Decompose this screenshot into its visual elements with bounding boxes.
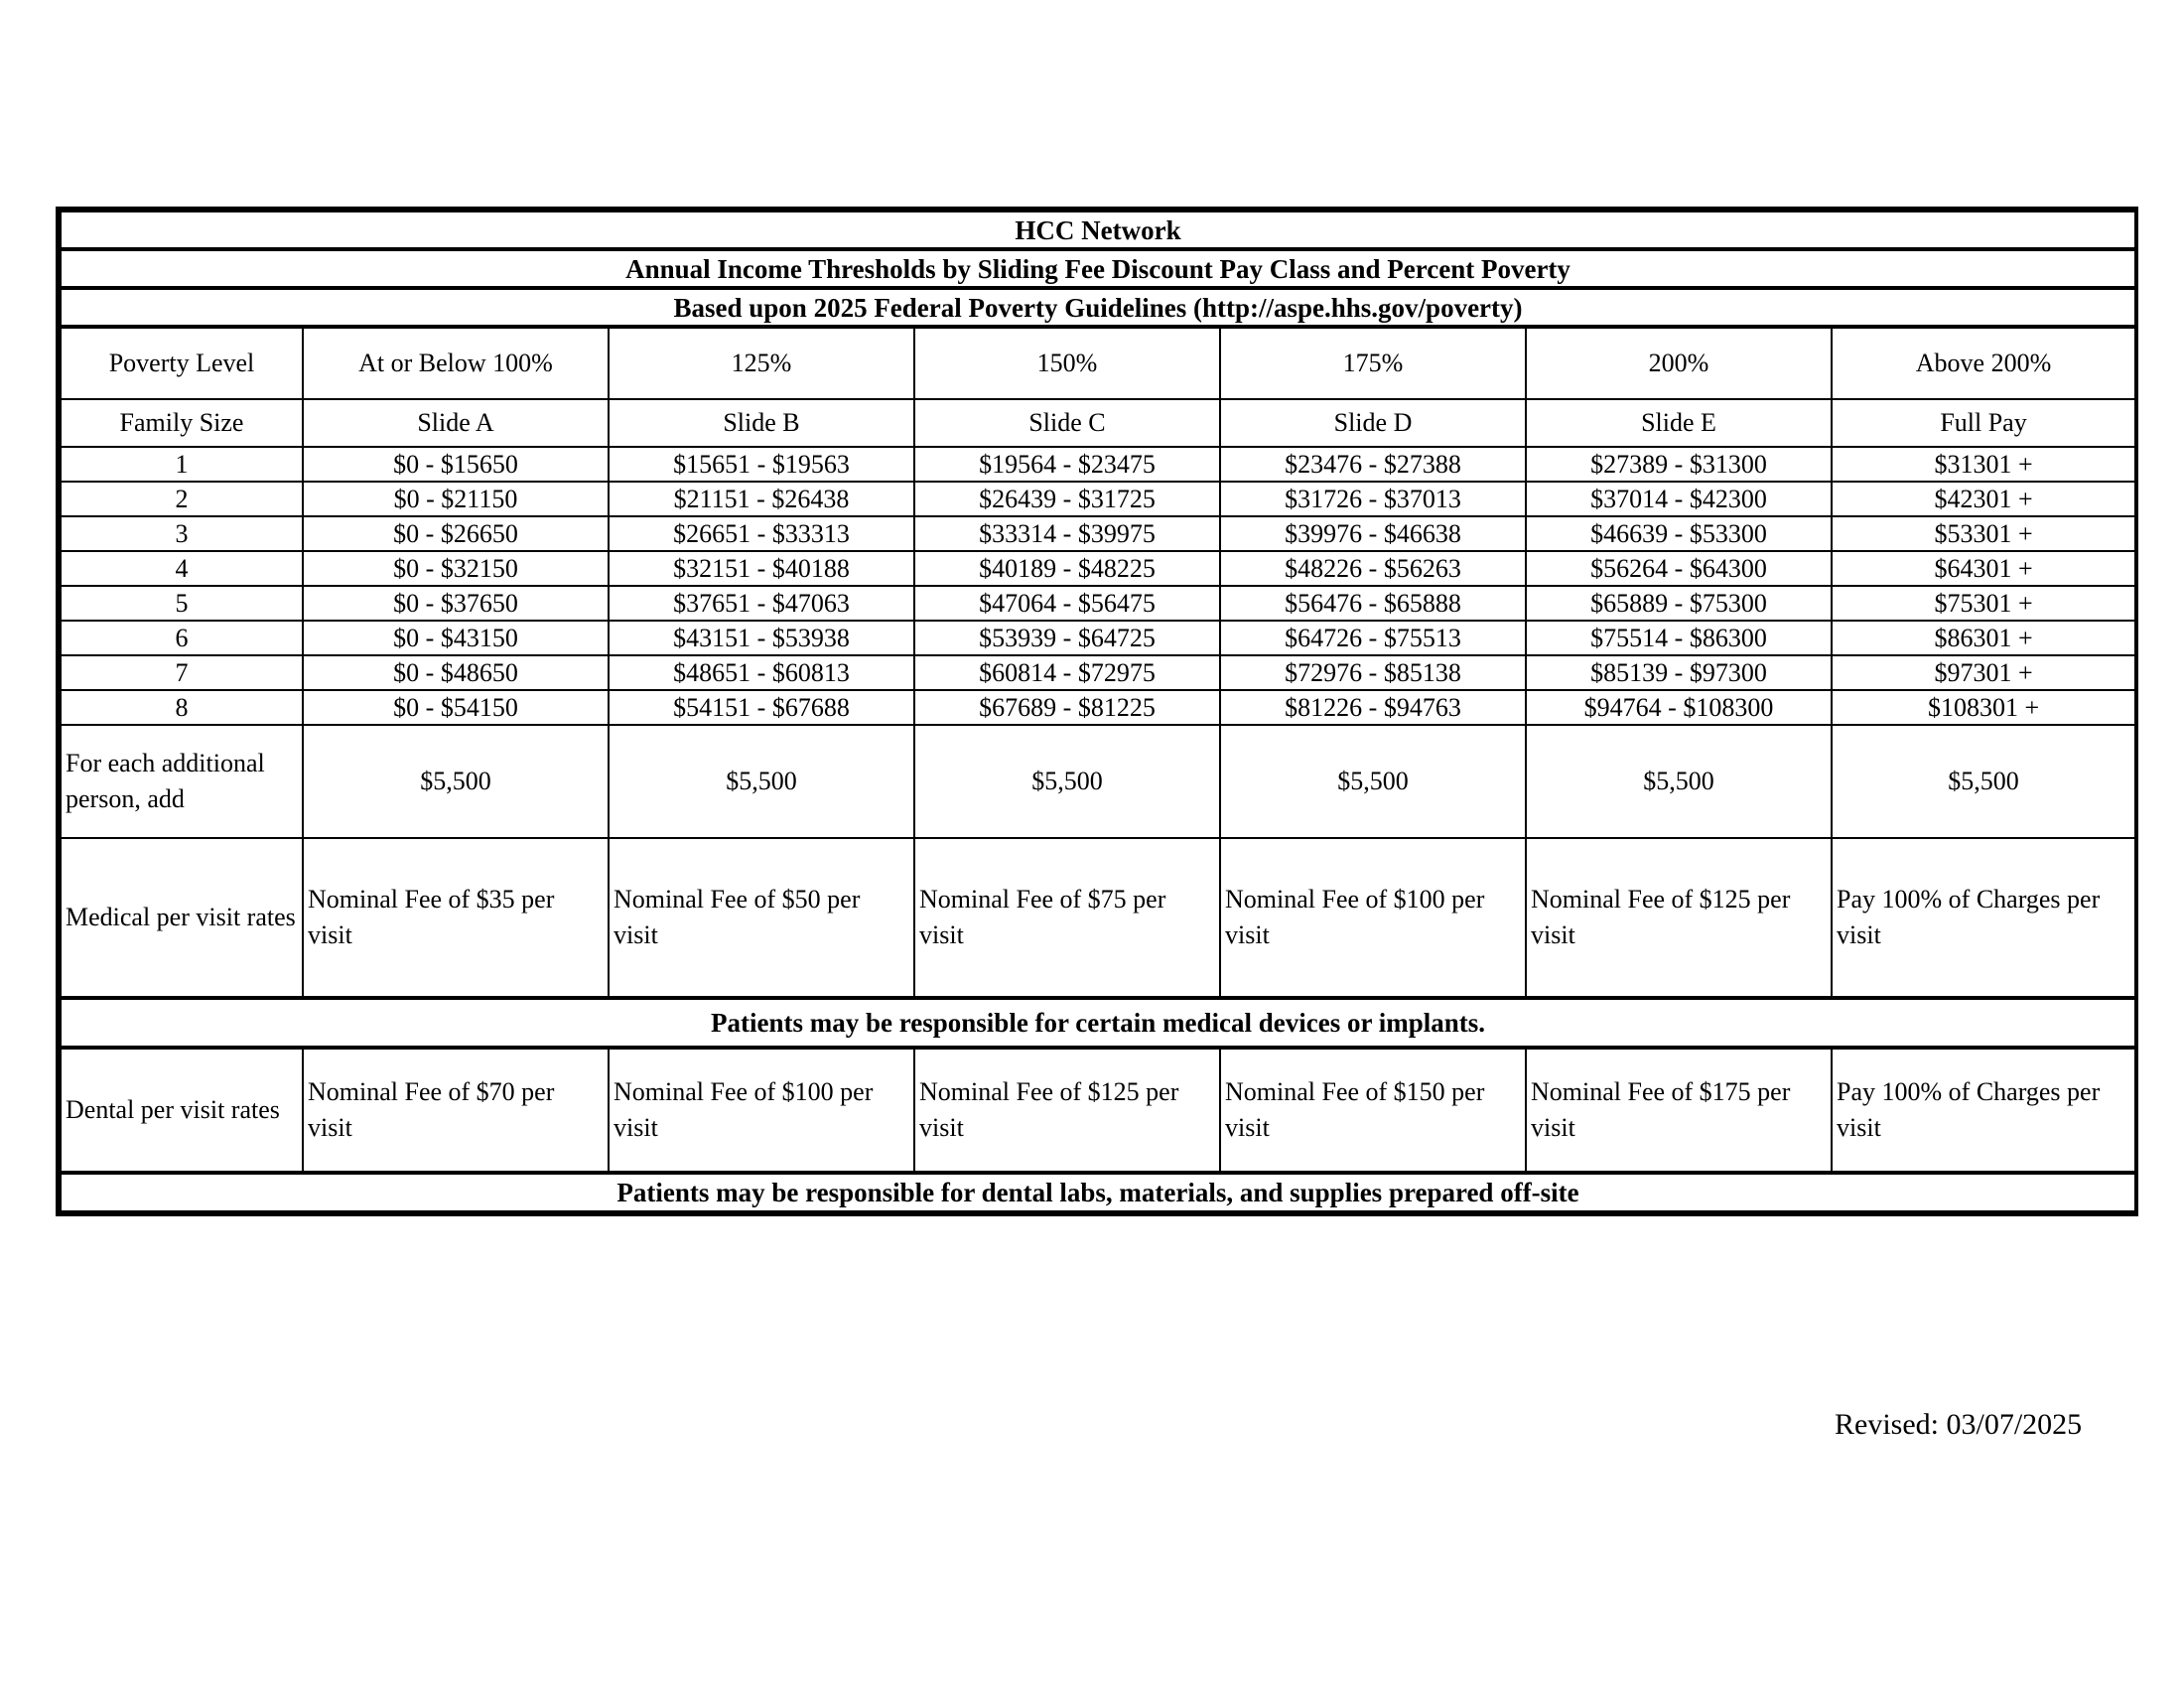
- dental-rate-cell: Pay 100% of Charges per visit: [1832, 1048, 2135, 1173]
- poverty-level-header: Above 200%: [1832, 327, 2135, 399]
- income-cell: $47064 - $56475: [914, 586, 1220, 621]
- income-cell: $0 - $21150: [303, 482, 609, 516]
- income-cell: $97301 +: [1832, 655, 2135, 690]
- income-cell: $0 - $32150: [303, 551, 609, 586]
- poverty-level-header: 175%: [1220, 327, 1526, 399]
- income-cell: $21151 - $26438: [609, 482, 914, 516]
- poverty-level-label: Poverty Level: [61, 327, 303, 399]
- table-title: HCC Network: [61, 211, 2135, 249]
- additional-cell: $5,500: [1220, 725, 1526, 838]
- income-cell: $64726 - $75513: [1220, 621, 1526, 655]
- table-subtitle: Annual Income Thresholds by Sliding Fee Discount Pay Class and Percent Poverty: [61, 249, 2135, 288]
- income-cell: $48651 - $60813: [609, 655, 914, 690]
- poverty-level-header: 125%: [609, 327, 914, 399]
- income-cell: $67689 - $81225: [914, 690, 1220, 725]
- table-row: [61, 482, 2135, 516]
- sliding-fee-table: [60, 211, 2136, 1212]
- slide-row: [61, 399, 2135, 447]
- income-cell: $108301 +: [1832, 690, 2135, 725]
- income-cell: $94764 - $108300: [1526, 690, 1832, 725]
- additional-cell: $5,500: [303, 725, 609, 838]
- income-cell: $0 - $37650: [303, 586, 609, 621]
- additional-cell: $5,500: [914, 725, 1220, 838]
- medical-rate-cell: Nominal Fee of $75 per visit: [914, 838, 1220, 998]
- family-size-cell: 8: [61, 690, 303, 725]
- family-size-cell: 3: [61, 516, 303, 551]
- dental-rate-cell: Nominal Fee of $150 per visit: [1220, 1048, 1526, 1173]
- slide-header: Slide E: [1526, 399, 1832, 447]
- family-size-cell: 1: [61, 447, 303, 482]
- table-row: [61, 516, 2135, 551]
- income-cell: $65889 - $75300: [1526, 586, 1832, 621]
- income-cell: $75514 - $86300: [1526, 621, 1832, 655]
- table-row: [61, 655, 2135, 690]
- poverty-level-header: At or Below 100%: [303, 327, 609, 399]
- dental-rate-cell: Nominal Fee of $100 per visit: [609, 1048, 914, 1173]
- table-row: [61, 447, 2135, 482]
- income-cell: $86301 +: [1832, 621, 2135, 655]
- medical-rates-label: Medical per visit rates: [61, 838, 303, 998]
- income-cell: $56264 - $64300: [1526, 551, 1832, 586]
- income-cell: $31301 +: [1832, 447, 2135, 482]
- income-cell: $81226 - $94763: [1220, 690, 1526, 725]
- dental-rates-label: Dental per visit rates: [61, 1048, 303, 1173]
- medical-rate-cell: Nominal Fee of $100 per visit: [1220, 838, 1526, 998]
- table-row: [61, 551, 2135, 586]
- slide-header: Slide C: [914, 399, 1220, 447]
- family-size-cell: 4: [61, 551, 303, 586]
- dental-rate-cell: Nominal Fee of $175 per visit: [1526, 1048, 1832, 1173]
- income-cell: $48226 - $56263: [1220, 551, 1526, 586]
- income-cell: $43151 - $53938: [609, 621, 914, 655]
- income-cell: $0 - $48650: [303, 655, 609, 690]
- income-cell: $54151 - $67688: [609, 690, 914, 725]
- income-cell: $53301 +: [1832, 516, 2135, 551]
- income-cell: $40189 - $48225: [914, 551, 1220, 586]
- medical-rates-row: [61, 838, 2135, 998]
- income-cell: $56476 - $65888: [1220, 586, 1526, 621]
- income-cell: $23476 - $27388: [1220, 447, 1526, 482]
- income-cell: $26651 - $33313: [609, 516, 914, 551]
- dental-rate-cell: Nominal Fee of $70 per visit: [303, 1048, 609, 1173]
- income-cell: $32151 - $40188: [609, 551, 914, 586]
- income-cell: $75301 +: [1832, 586, 2135, 621]
- additional-person-row: [61, 725, 2135, 838]
- family-size-label: Family Size: [61, 399, 303, 447]
- poverty-level-header: 200%: [1526, 327, 1832, 399]
- medical-rate-cell: Nominal Fee of $35 per visit: [303, 838, 609, 998]
- dental-rates-row: [61, 1048, 2135, 1173]
- income-cell: $72976 - $85138: [1220, 655, 1526, 690]
- medical-note: Patients may be responsible for certain medical devices or implants.: [61, 998, 2135, 1048]
- income-cell: $53939 - $64725: [914, 621, 1220, 655]
- revised-date: Revised: 03/07/2025: [1835, 1408, 2083, 1441]
- income-cell: $46639 - $53300: [1526, 516, 1832, 551]
- table-row: [61, 690, 2135, 725]
- medical-rate-cell: Nominal Fee of $125 per visit: [1526, 838, 1832, 998]
- income-cell: $0 - $26650: [303, 516, 609, 551]
- income-cell: $33314 - $39975: [914, 516, 1220, 551]
- sliding-fee-table-frame: [56, 207, 2138, 1216]
- table-source: Based upon 2025 Federal Poverty Guidelines (http://aspe.hhs.gov/poverty): [61, 288, 2135, 327]
- income-cell: $37014 - $42300: [1526, 482, 1832, 516]
- poverty-level-row: [61, 327, 2135, 399]
- medical-rate-cell: Pay 100% of Charges per visit: [1832, 838, 2135, 998]
- additional-cell: $5,500: [1526, 725, 1832, 838]
- slide-header: Slide A: [303, 399, 609, 447]
- additional-cell: $5,500: [609, 725, 914, 838]
- income-cell: $0 - $43150: [303, 621, 609, 655]
- additional-cell: $5,500: [1832, 725, 2135, 838]
- income-cell: $64301 +: [1832, 551, 2135, 586]
- income-cell: $42301 +: [1832, 482, 2135, 516]
- income-cell: $19564 - $23475: [914, 447, 1220, 482]
- family-size-cell: 7: [61, 655, 303, 690]
- income-cell: $27389 - $31300: [1526, 447, 1832, 482]
- income-cell: $85139 - $97300: [1526, 655, 1832, 690]
- medical-rate-cell: Nominal Fee of $50 per visit: [609, 838, 914, 998]
- income-cell: $60814 - $72975: [914, 655, 1220, 690]
- slide-header: Slide B: [609, 399, 914, 447]
- poverty-level-header: 150%: [914, 327, 1220, 399]
- additional-person-label: For each additional person, add: [61, 725, 303, 838]
- table-row: [61, 586, 2135, 621]
- slide-header: Slide D: [1220, 399, 1526, 447]
- income-cell: $37651 - $47063: [609, 586, 914, 621]
- dental-rate-cell: Nominal Fee of $125 per visit: [914, 1048, 1220, 1173]
- income-cell: $31726 - $37013: [1220, 482, 1526, 516]
- income-cell: $26439 - $31725: [914, 482, 1220, 516]
- slide-header: Full Pay: [1832, 399, 2135, 447]
- income-cell: $39976 - $46638: [1220, 516, 1526, 551]
- income-cell: $15651 - $19563: [609, 447, 914, 482]
- dental-note: Patients may be responsible for dental labs, materials, and supplies prepared off-site: [61, 1173, 2135, 1211]
- income-cell: $0 - $54150: [303, 690, 609, 725]
- family-size-cell: 5: [61, 586, 303, 621]
- table-row: [61, 621, 2135, 655]
- family-size-cell: 2: [61, 482, 303, 516]
- family-size-cell: 6: [61, 621, 303, 655]
- income-cell: $0 - $15650: [303, 447, 609, 482]
